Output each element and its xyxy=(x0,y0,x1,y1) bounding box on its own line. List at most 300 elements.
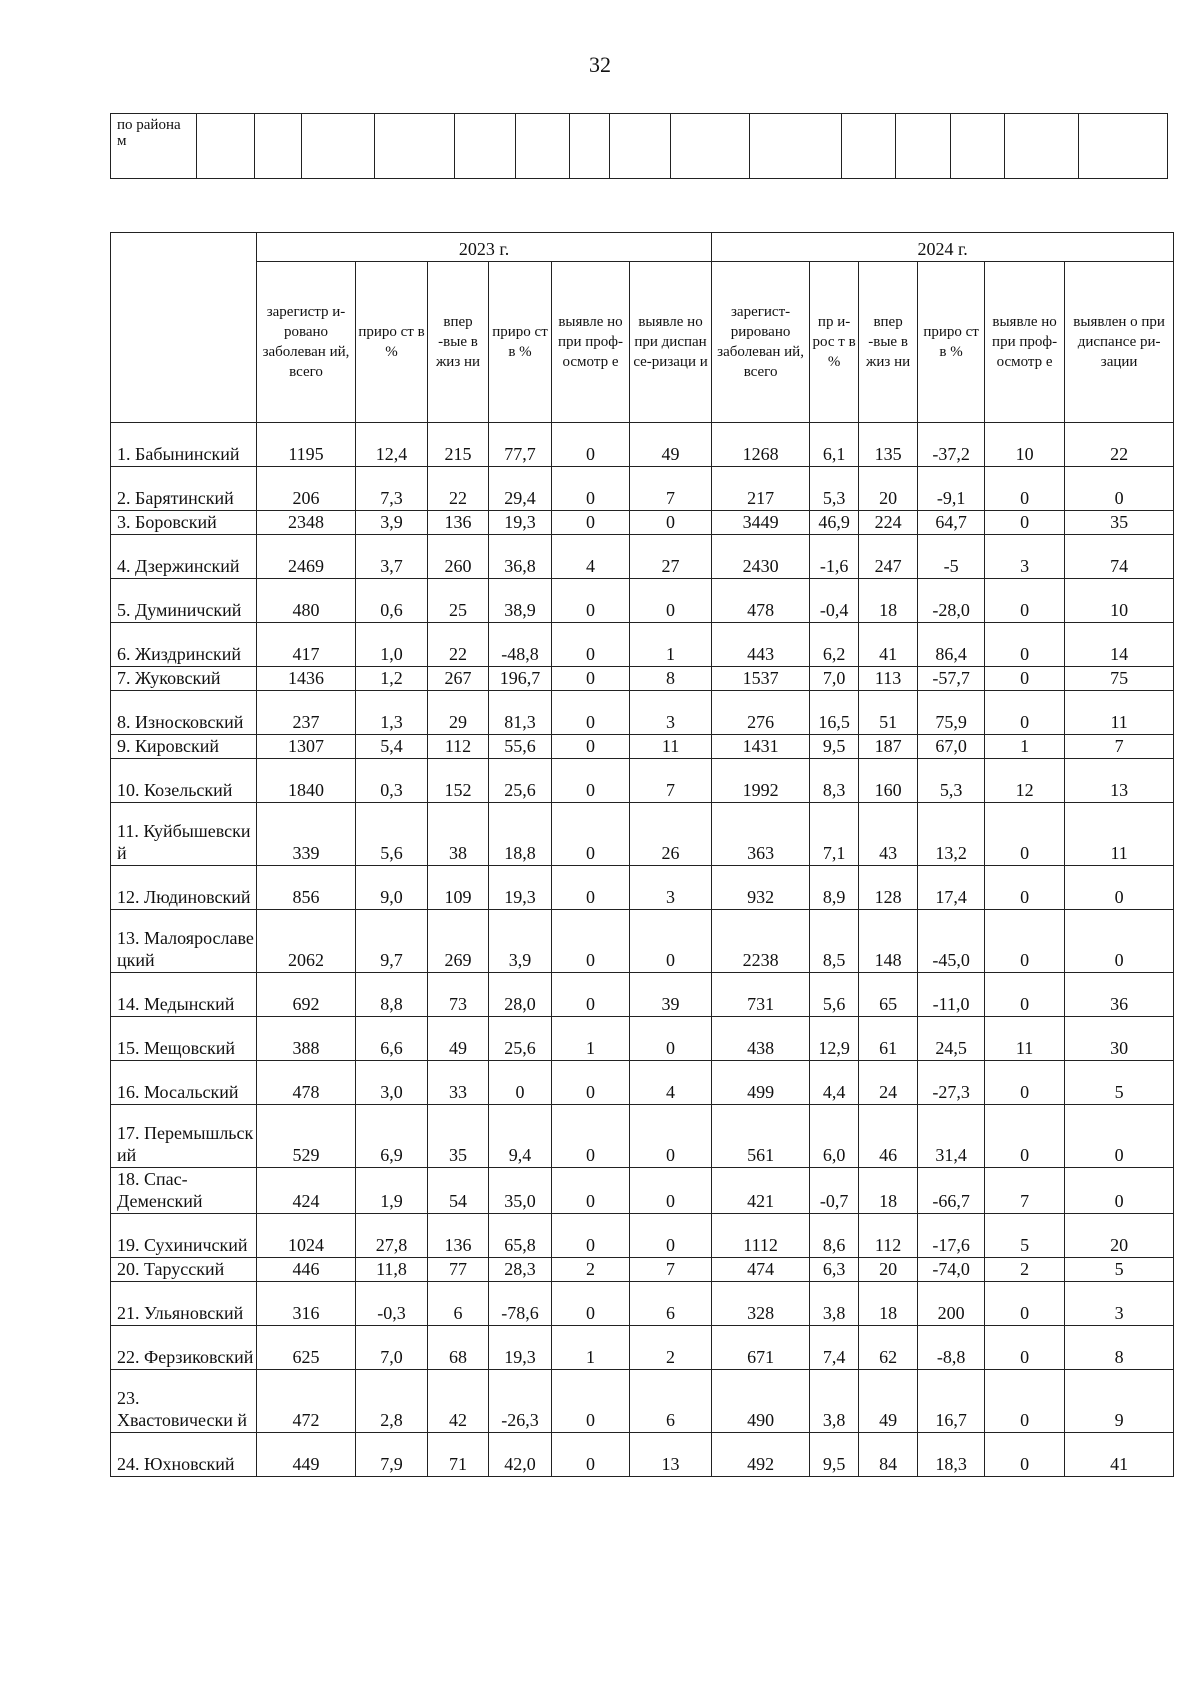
year-header: 2023 г. xyxy=(257,233,712,262)
value-cell: -9,1 xyxy=(918,467,985,511)
value-cell: 8,6 xyxy=(810,1214,859,1258)
district-name-cell: 18. Спас-Деменский xyxy=(111,1168,257,1214)
value-cell: 449 xyxy=(257,1433,356,1477)
value-cell: 529 xyxy=(257,1105,356,1168)
year-header: 2024 г. xyxy=(712,233,1174,262)
value-cell: 438 xyxy=(712,1017,810,1061)
value-cell: 187 xyxy=(859,735,918,759)
district-name-cell: 8. Износковский xyxy=(111,691,257,735)
value-cell: 74 xyxy=(1065,535,1174,579)
value-cell: -66,7 xyxy=(918,1168,985,1214)
district-name-cell: 4. Дзержинский xyxy=(111,535,257,579)
value-cell: 1,9 xyxy=(356,1168,428,1214)
value-cell: 260 xyxy=(428,535,489,579)
column-header-row xyxy=(111,262,1174,423)
value-cell: 12,9 xyxy=(810,1017,859,1061)
value-cell: 3,9 xyxy=(356,511,428,535)
value-cell: -5 xyxy=(918,535,985,579)
value-cell: 18,8 xyxy=(489,803,552,866)
value-cell: 4,4 xyxy=(810,1061,859,1105)
value-cell: 1537 xyxy=(712,667,810,691)
value-cell: 22 xyxy=(428,623,489,667)
table-row xyxy=(111,973,1174,1017)
value-cell: 6,6 xyxy=(356,1017,428,1061)
value-cell: 196,7 xyxy=(489,667,552,691)
table-row xyxy=(111,691,1174,735)
value-cell: 136 xyxy=(428,1214,489,1258)
value-cell: 2348 xyxy=(257,511,356,535)
value-cell: 339 xyxy=(257,803,356,866)
value-cell: 5 xyxy=(985,1214,1065,1258)
value-cell: 1024 xyxy=(257,1214,356,1258)
value-cell: 12,4 xyxy=(356,423,428,467)
value-cell: 1840 xyxy=(257,759,356,803)
fragment-empty-cell xyxy=(454,114,515,179)
value-cell: 6 xyxy=(630,1282,712,1326)
value-cell: 148 xyxy=(859,910,918,973)
table-row xyxy=(111,1370,1174,1433)
district-name-cell: 2. Барятинский xyxy=(111,467,257,511)
value-cell: 0 xyxy=(1065,467,1174,511)
table-row xyxy=(111,1017,1174,1061)
column-header: приро ст в % xyxy=(489,262,552,423)
value-cell: 492 xyxy=(712,1433,810,1477)
table-row xyxy=(111,803,1174,866)
table-row xyxy=(111,1105,1174,1168)
value-cell: 75 xyxy=(1065,667,1174,691)
value-cell: -1,6 xyxy=(810,535,859,579)
value-cell: 0 xyxy=(630,1105,712,1168)
value-cell: 2,8 xyxy=(356,1370,428,1433)
year-header-row xyxy=(111,233,1174,262)
value-cell: 0 xyxy=(552,623,630,667)
value-cell: 267 xyxy=(428,667,489,691)
column-header: выявле но при проф-осмотр е xyxy=(985,262,1065,423)
value-cell: 112 xyxy=(859,1214,918,1258)
value-cell: 28,3 xyxy=(489,1258,552,1282)
value-cell: 9,7 xyxy=(356,910,428,973)
value-cell: 0 xyxy=(552,691,630,735)
value-cell: 200 xyxy=(918,1282,985,1326)
value-cell: 27 xyxy=(630,535,712,579)
value-cell: 932 xyxy=(712,866,810,910)
value-cell: 0 xyxy=(985,691,1065,735)
value-cell: 35 xyxy=(428,1105,489,1168)
fragment-empty-cell xyxy=(1005,114,1078,179)
value-cell: 42,0 xyxy=(489,1433,552,1477)
value-cell: 112 xyxy=(428,735,489,759)
value-cell: 7,9 xyxy=(356,1433,428,1477)
value-cell: -57,7 xyxy=(918,667,985,691)
district-name-cell: 14. Медынский xyxy=(111,973,257,1017)
value-cell: 7,0 xyxy=(356,1326,428,1370)
value-cell: 0 xyxy=(630,579,712,623)
district-name-cell: 13. Малоярославе цкий xyxy=(111,910,257,973)
value-cell: 25,6 xyxy=(489,759,552,803)
value-cell: 8,9 xyxy=(810,866,859,910)
value-cell: 3,7 xyxy=(356,535,428,579)
value-cell: 0 xyxy=(985,1326,1065,1370)
value-cell: -74,0 xyxy=(918,1258,985,1282)
value-cell: -26,3 xyxy=(489,1370,552,1433)
value-cell: 0 xyxy=(985,910,1065,973)
value-cell: 5 xyxy=(1065,1061,1174,1105)
value-cell: 6,2 xyxy=(810,623,859,667)
value-cell: 22 xyxy=(1065,423,1174,467)
table-row xyxy=(111,735,1174,759)
table-row xyxy=(111,1061,1174,1105)
value-cell: 77 xyxy=(428,1258,489,1282)
value-cell: 0 xyxy=(552,1433,630,1477)
value-cell: 0 xyxy=(552,866,630,910)
value-cell: 160 xyxy=(859,759,918,803)
value-cell: 1112 xyxy=(712,1214,810,1258)
value-cell: 856 xyxy=(257,866,356,910)
value-cell: 9,0 xyxy=(356,866,428,910)
fragment-empty-cell xyxy=(570,114,610,179)
value-cell: 8 xyxy=(630,667,712,691)
value-cell: 4 xyxy=(630,1061,712,1105)
column-header: зарегист-рировано заболеван ий, всего xyxy=(712,262,810,423)
value-cell: 3,0 xyxy=(356,1061,428,1105)
table-row xyxy=(111,535,1174,579)
value-cell: 446 xyxy=(257,1258,356,1282)
value-cell: 474 xyxy=(712,1258,810,1282)
value-cell: 2062 xyxy=(257,910,356,973)
value-cell: -37,2 xyxy=(918,423,985,467)
value-cell: 4 xyxy=(552,535,630,579)
value-cell: 8,5 xyxy=(810,910,859,973)
value-cell: 109 xyxy=(428,866,489,910)
value-cell: 3 xyxy=(1065,1282,1174,1326)
value-cell: 0,6 xyxy=(356,579,428,623)
fragment-empty-cell xyxy=(515,114,570,179)
value-cell: 20 xyxy=(1065,1214,1174,1258)
value-cell: 0 xyxy=(552,1061,630,1105)
value-cell: 0 xyxy=(985,667,1065,691)
value-cell: -0,7 xyxy=(810,1168,859,1214)
value-cell: 215 xyxy=(428,423,489,467)
value-cell: 1,0 xyxy=(356,623,428,667)
district-header-cell xyxy=(111,233,257,423)
value-cell: 1 xyxy=(985,735,1065,759)
value-cell: 1 xyxy=(552,1017,630,1061)
value-cell: 18 xyxy=(859,1168,918,1214)
value-cell: 0 xyxy=(985,1105,1065,1168)
value-cell: 19,3 xyxy=(489,511,552,535)
fragment-empty-cell xyxy=(196,114,254,179)
value-cell: 10 xyxy=(1065,579,1174,623)
value-cell: 24,5 xyxy=(918,1017,985,1061)
value-cell: 8 xyxy=(1065,1326,1174,1370)
district-name-cell: 17. Перемышльск ий xyxy=(111,1105,257,1168)
value-cell: 731 xyxy=(712,973,810,1017)
value-cell: 3 xyxy=(985,535,1065,579)
value-cell: 217 xyxy=(712,467,810,511)
value-cell: 18 xyxy=(859,579,918,623)
table-row xyxy=(111,579,1174,623)
value-cell: 0 xyxy=(552,1370,630,1433)
value-cell: 19,3 xyxy=(489,866,552,910)
value-cell: 5,6 xyxy=(810,973,859,1017)
value-cell: 7 xyxy=(630,759,712,803)
value-cell: 5,6 xyxy=(356,803,428,866)
column-header: выявлен о при диспансе ри-зации xyxy=(1065,262,1174,423)
fragment-row xyxy=(111,114,1168,179)
fragment-first-cell: по района м xyxy=(111,114,197,179)
value-cell: 1 xyxy=(630,623,712,667)
fragment-empty-cell xyxy=(375,114,455,179)
value-cell: 1 xyxy=(552,1326,630,1370)
value-cell: 75,9 xyxy=(918,691,985,735)
fragment-empty-cell xyxy=(610,114,671,179)
value-cell: 62 xyxy=(859,1326,918,1370)
value-cell: 7 xyxy=(1065,735,1174,759)
value-cell: 1431 xyxy=(712,735,810,759)
value-cell: 1307 xyxy=(257,735,356,759)
value-cell: 33 xyxy=(428,1061,489,1105)
value-cell: 8,3 xyxy=(810,759,859,803)
value-cell: 206 xyxy=(257,467,356,511)
value-cell: 26 xyxy=(630,803,712,866)
value-cell: 12 xyxy=(985,759,1065,803)
value-cell: 0 xyxy=(985,511,1065,535)
column-header: пр и-рос т в % xyxy=(810,262,859,423)
value-cell: 7 xyxy=(630,467,712,511)
value-cell: -0,4 xyxy=(810,579,859,623)
value-cell: 2238 xyxy=(712,910,810,973)
value-cell: 269 xyxy=(428,910,489,973)
value-cell: 67,0 xyxy=(918,735,985,759)
value-cell: 0 xyxy=(630,1214,712,1258)
value-cell: 1268 xyxy=(712,423,810,467)
value-cell: 0 xyxy=(630,1168,712,1214)
value-cell: 17,4 xyxy=(918,866,985,910)
value-cell: 1,3 xyxy=(356,691,428,735)
value-cell: 13,2 xyxy=(918,803,985,866)
value-cell: 49 xyxy=(630,423,712,467)
value-cell: 11,8 xyxy=(356,1258,428,1282)
value-cell: 2 xyxy=(552,1258,630,1282)
value-cell: 5,3 xyxy=(810,467,859,511)
district-name-cell: 7. Жуковский xyxy=(111,667,257,691)
value-cell: 328 xyxy=(712,1282,810,1326)
value-cell: 0 xyxy=(552,579,630,623)
value-cell: 237 xyxy=(257,691,356,735)
fragment-empty-cell xyxy=(896,114,951,179)
value-cell: 1195 xyxy=(257,423,356,467)
value-cell: 276 xyxy=(712,691,810,735)
column-header: выявле но при диспан се-ризаци и xyxy=(630,262,712,423)
value-cell: 25,6 xyxy=(489,1017,552,1061)
value-cell: 6,3 xyxy=(810,1258,859,1282)
value-cell: 136 xyxy=(428,511,489,535)
district-name-cell: 15. Мещовский xyxy=(111,1017,257,1061)
value-cell: 0 xyxy=(985,467,1065,511)
district-name-cell: 16. Мосальский xyxy=(111,1061,257,1105)
value-cell: 77,7 xyxy=(489,423,552,467)
value-cell: 55,6 xyxy=(489,735,552,759)
value-cell: 11 xyxy=(1065,803,1174,866)
value-cell: 0 xyxy=(985,973,1065,1017)
value-cell: 316 xyxy=(257,1282,356,1326)
value-cell: 6 xyxy=(630,1370,712,1433)
value-cell: 22 xyxy=(428,467,489,511)
value-cell: 0 xyxy=(985,1370,1065,1433)
value-cell: 43 xyxy=(859,803,918,866)
value-cell: 11 xyxy=(630,735,712,759)
district-name-cell: 1. Бабынинский xyxy=(111,423,257,467)
value-cell: 49 xyxy=(859,1370,918,1433)
value-cell: 65,8 xyxy=(489,1214,552,1258)
value-cell: 247 xyxy=(859,535,918,579)
value-cell: 0 xyxy=(552,735,630,759)
table-row xyxy=(111,910,1174,973)
column-header: впер -вые в жиз ни xyxy=(859,262,918,423)
table-row xyxy=(111,1214,1174,1258)
value-cell: 11 xyxy=(985,1017,1065,1061)
value-cell: 0 xyxy=(630,1017,712,1061)
value-cell: 7,3 xyxy=(356,467,428,511)
value-cell: 113 xyxy=(859,667,918,691)
table-row xyxy=(111,1258,1174,1282)
value-cell: 29,4 xyxy=(489,467,552,511)
column-header: зарегистр и-ровано заболеван ий, всего xyxy=(257,262,356,423)
value-cell: 490 xyxy=(712,1370,810,1433)
disease-statistics-table xyxy=(110,232,1174,1477)
district-name-cell: 9. Кировский xyxy=(111,735,257,759)
value-cell: 20 xyxy=(859,467,918,511)
value-cell: 7 xyxy=(985,1168,1065,1214)
value-cell: 71 xyxy=(428,1433,489,1477)
table-row xyxy=(111,423,1174,467)
value-cell: 46 xyxy=(859,1105,918,1168)
district-name-cell: 24. Юхновский xyxy=(111,1433,257,1477)
table-row xyxy=(111,759,1174,803)
value-cell: 3,9 xyxy=(489,910,552,973)
value-cell: -27,3 xyxy=(918,1061,985,1105)
value-cell: 35 xyxy=(1065,511,1174,535)
fragment-empty-cell xyxy=(749,114,841,179)
value-cell: 9,5 xyxy=(810,1433,859,1477)
column-header: впер -вые в жиз ни xyxy=(428,262,489,423)
value-cell: -48,8 xyxy=(489,623,552,667)
value-cell: 478 xyxy=(257,1061,356,1105)
value-cell: 1,2 xyxy=(356,667,428,691)
value-cell: 0 xyxy=(552,1282,630,1326)
value-cell: 41 xyxy=(1065,1433,1174,1477)
value-cell: 561 xyxy=(712,1105,810,1168)
value-cell: 417 xyxy=(257,623,356,667)
value-cell: 421 xyxy=(712,1168,810,1214)
value-cell: 0 xyxy=(985,579,1065,623)
value-cell: 14 xyxy=(1065,623,1174,667)
value-cell: 5,3 xyxy=(918,759,985,803)
value-cell: -8,8 xyxy=(918,1326,985,1370)
value-cell: 0 xyxy=(552,1105,630,1168)
value-cell: 7,1 xyxy=(810,803,859,866)
fragment-empty-cell xyxy=(1078,114,1167,179)
value-cell: 128 xyxy=(859,866,918,910)
value-cell: 9,5 xyxy=(810,735,859,759)
value-cell: 0 xyxy=(1065,1168,1174,1214)
value-cell: 29 xyxy=(428,691,489,735)
value-cell: 0 xyxy=(630,511,712,535)
value-cell: 388 xyxy=(257,1017,356,1061)
page-number: 32 xyxy=(589,52,611,77)
value-cell: 2469 xyxy=(257,535,356,579)
value-cell: 0 xyxy=(985,803,1065,866)
table-row xyxy=(111,1326,1174,1370)
value-cell: 424 xyxy=(257,1168,356,1214)
value-cell: 81,3 xyxy=(489,691,552,735)
value-cell: 65 xyxy=(859,973,918,1017)
value-cell: 7,4 xyxy=(810,1326,859,1370)
value-cell: 6 xyxy=(428,1282,489,1326)
value-cell: 36,8 xyxy=(489,535,552,579)
value-cell: 30 xyxy=(1065,1017,1174,1061)
table-row xyxy=(111,1433,1174,1477)
value-cell: 0 xyxy=(1065,910,1174,973)
value-cell: 16,7 xyxy=(918,1370,985,1433)
value-cell: 0 xyxy=(552,1168,630,1214)
value-cell: 19,3 xyxy=(489,1326,552,1370)
table-row xyxy=(111,1168,1174,1214)
value-cell: 8,8 xyxy=(356,973,428,1017)
value-cell: 11 xyxy=(1065,691,1174,735)
value-cell: 2 xyxy=(985,1258,1065,1282)
value-cell: 31,4 xyxy=(918,1105,985,1168)
value-cell: 3 xyxy=(630,866,712,910)
value-cell: -0,3 xyxy=(356,1282,428,1326)
value-cell: 35,0 xyxy=(489,1168,552,1214)
value-cell: 61 xyxy=(859,1017,918,1061)
value-cell: 13 xyxy=(630,1433,712,1477)
value-cell: 224 xyxy=(859,511,918,535)
value-cell: 9,4 xyxy=(489,1105,552,1168)
value-cell: 51 xyxy=(859,691,918,735)
table-row xyxy=(111,623,1174,667)
district-name-cell: 3. Боровский xyxy=(111,511,257,535)
value-cell: 54 xyxy=(428,1168,489,1214)
value-cell: 10 xyxy=(985,423,1065,467)
value-cell: 3449 xyxy=(712,511,810,535)
value-cell: 84 xyxy=(859,1433,918,1477)
value-cell: 0 xyxy=(552,803,630,866)
fragment-empty-cell xyxy=(670,114,749,179)
value-cell: 472 xyxy=(257,1370,356,1433)
value-cell: 16,5 xyxy=(810,691,859,735)
table-row xyxy=(111,511,1174,535)
value-cell: -45,0 xyxy=(918,910,985,973)
district-name-cell: 22. Ферзиковский xyxy=(111,1326,257,1370)
fragment-empty-cell xyxy=(254,114,301,179)
value-cell: 6,0 xyxy=(810,1105,859,1168)
value-cell: 5,4 xyxy=(356,735,428,759)
value-cell: 27,8 xyxy=(356,1214,428,1258)
value-cell: 1436 xyxy=(257,667,356,691)
value-cell: 2 xyxy=(630,1326,712,1370)
value-cell: 13 xyxy=(1065,759,1174,803)
column-header: выявле но при проф-осмотр е xyxy=(552,262,630,423)
value-cell: 7 xyxy=(630,1258,712,1282)
table-row xyxy=(111,1282,1174,1326)
value-cell: -11,0 xyxy=(918,973,985,1017)
value-cell: 64,7 xyxy=(918,511,985,535)
value-cell: 73 xyxy=(428,973,489,1017)
value-cell: 3 xyxy=(630,691,712,735)
table-row xyxy=(111,467,1174,511)
